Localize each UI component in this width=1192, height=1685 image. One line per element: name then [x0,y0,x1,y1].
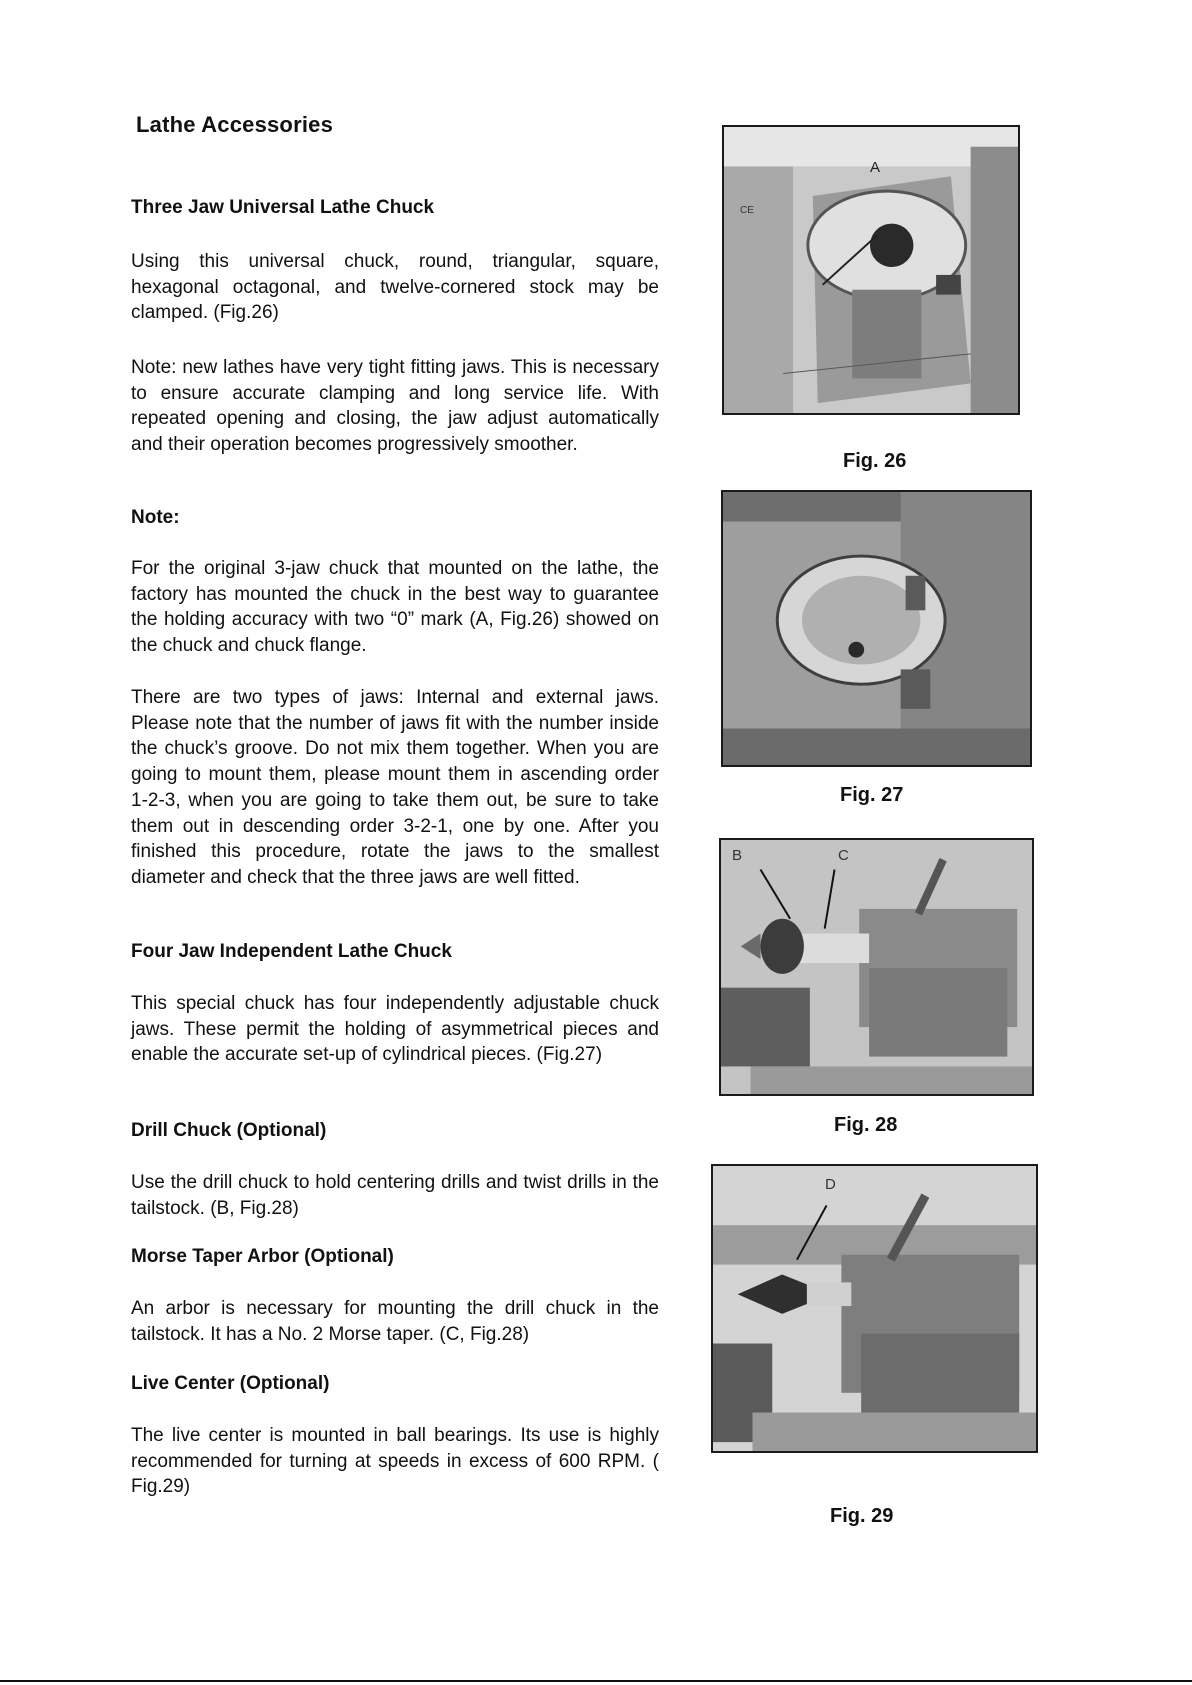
figure-26-photo [722,125,1020,415]
heading-live-center: Live Center (Optional) [131,1373,330,1394]
figure-28-label-b: B [732,847,743,864]
heading-drill-chuck: Drill Chuck (Optional) [131,1120,327,1141]
page-bottom-rule [0,1680,1192,1682]
paragraph-three-jaw-2: Note: new lathes have very tight fitting jaws. This is necessary to ensure accurate clamping and long service life. With repeated opening and closing, the jaw adjust automatically and their operation becomes progressively smoother. [131,357,659,456]
figure-26-caption: Fig. 26 [843,450,907,472]
heading-morse-taper: Morse Taper Arbor (Optional) [131,1246,394,1267]
ce-mark: CE [740,205,754,216]
figure-29-caption: Fig. 29 [830,1505,894,1527]
paragraph-note-2: There are two types of jaws: Internal and external jaws. Please note that the number of jaws fit with the number inside the chuck’s groove. Do not mix them together. When you are going to mount them, please mount them in ascending order 1-2-3, when you are going to take them out, be sure to take them out in descending order 3-2-1, one by one. After you finished this procedure, rotate the jaws to the smallest diameter and check that the three jaws are well fitted. [131,687,659,888]
heading-four-jaw: Four Jaw Independent Lathe Chuck [131,941,452,962]
figure-28-label-c: C [838,847,849,864]
paragraph-note-1: For the original 3-jaw chuck that mounted on the lathe, the factory has mounted the chuck in the best way to guarantee the holding accuracy with two “0” mark (A, Fig.26) showed on the chuck and chuck flange. [131,558,659,657]
figure-28-caption: Fig. 28 [834,1114,898,1136]
paragraph-morse-taper: An arbor is necessary for mounting the drill chuck in the tailstock. It has a No. 2 Morse taper. (C, Fig.28) [131,1298,659,1345]
figure-27-caption: Fig. 27 [840,784,904,806]
paragraph-three-jaw-1: Using this universal chuck, round, triangular, square, hexagonal octagonal, and twelve-cornered stock may be clamped. (Fig.26) [131,251,659,324]
paragraph-live-center: The live center is mounted in ball bearings. Its use is highly recommended for turning at speeds in excess of 600 RPM. ( Fig.29) [131,1425,659,1498]
figure-29-label-d: D [825,1176,836,1193]
paragraph-four-jaw: This special chuck has four independently adjustable chuck jaws. These permit the holding of asymmetrical pieces and enable the accurate set-up of cylindrical pieces. (Fig.27) [131,993,659,1066]
figure-26-label-a: A [870,159,881,176]
heading-note: Note: [131,507,180,528]
figure-28-photo [719,838,1034,1096]
paragraph-drill-chuck: Use the drill chuck to hold centering drills and twist drills in the tailstock. (B, Fig.28) [131,1172,659,1219]
figure-27-photo [721,490,1032,767]
figure-29-photo [711,1164,1038,1453]
heading-three-jaw: Three Jaw Universal Lathe Chuck [131,197,435,218]
page-title: Lathe Accessories [136,112,334,137]
